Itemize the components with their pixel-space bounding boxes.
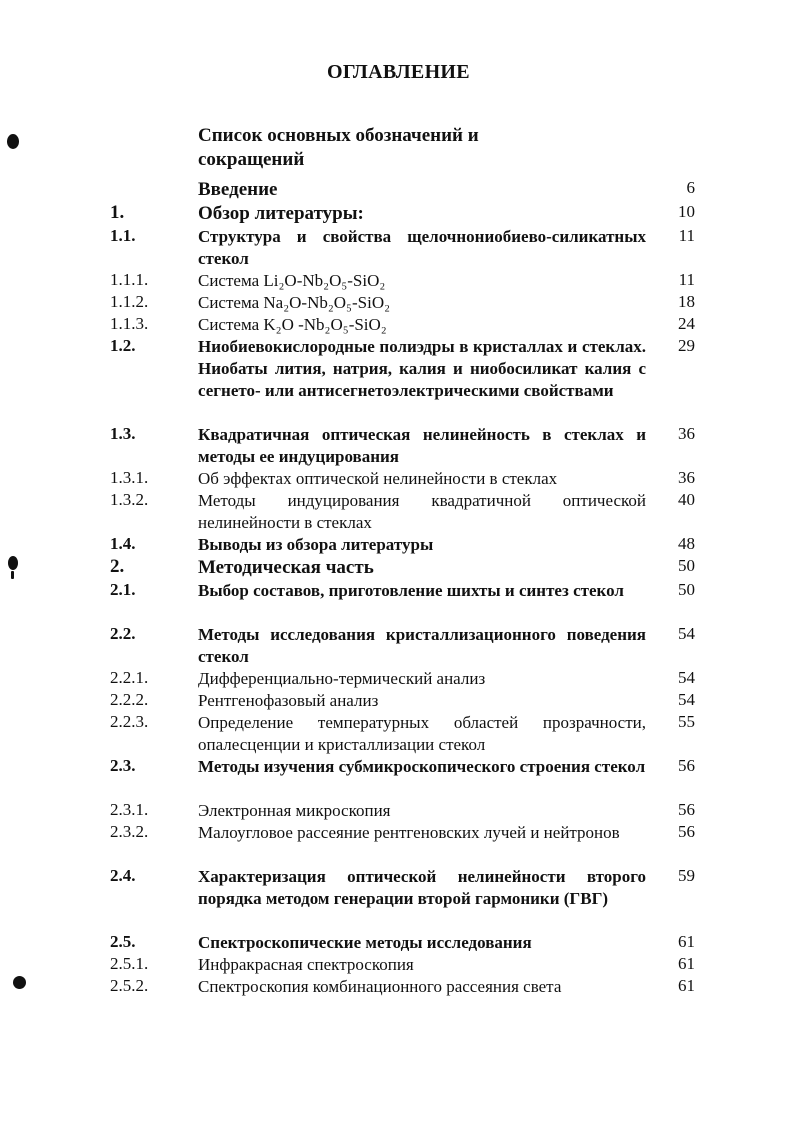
- toc-entry-number: 1.2.: [110, 336, 136, 355]
- toc-entry-page: 61: [678, 954, 695, 973]
- scan-blot: [7, 134, 19, 149]
- toc-entry-page: 55: [678, 712, 695, 731]
- toc-entry: [0, 866, 797, 932]
- toc-entry-number: 1.3.: [110, 424, 136, 443]
- toc-entry-page: 6: [686, 178, 695, 197]
- toc-entry: [0, 178, 797, 202]
- toc-entry-text: Список основных обозначений и сокращений: [198, 125, 479, 170]
- toc-entry-number: 2.2.1.: [110, 668, 149, 687]
- toc-entry: [0, 534, 797, 556]
- scan-blot: [11, 571, 14, 579]
- toc-entry-number: 1.1.1.: [110, 270, 149, 289]
- toc-entry: [0, 202, 797, 226]
- toc-entry: [0, 580, 797, 624]
- toc-entry-page: 56: [678, 756, 695, 775]
- toc-entry-page: 56: [678, 822, 695, 841]
- toc-entry-number: 2.2.3.: [110, 712, 149, 731]
- toc-entry-number: 2.4.: [110, 866, 136, 885]
- toc-entry-page: 61: [678, 932, 695, 951]
- toc-entry-page: 48: [678, 534, 695, 553]
- toc-entry-number: 1.3.1.: [110, 468, 149, 487]
- toc-entry-text: Методы изучения субмикроскопического строения стекол: [198, 757, 646, 776]
- toc-entry-page: 54: [678, 624, 695, 643]
- toc-entry-page: 11: [678, 270, 695, 289]
- toc-entry: [0, 668, 797, 690]
- toc-entry-text: Выбор составов, приготовление шихты и синтез стекол: [198, 581, 624, 600]
- toc-entry: [0, 800, 797, 822]
- toc-entry-text: Инфракрасная спектроскопия: [198, 955, 414, 974]
- toc-entry: [0, 124, 797, 178]
- toc-entry-text: Об эффектах оптической нелинейности в стеклах: [198, 469, 558, 488]
- toc-entry-page: 18: [678, 292, 695, 311]
- toc-entry-page: 29: [678, 336, 695, 355]
- toc-entry-text: Рентгенофазовый анализ: [198, 691, 379, 710]
- toc-entry-text: Система K₂O -Nb₂O₅-SiO₂: [198, 315, 387, 334]
- toc-entry: [0, 756, 797, 800]
- toc-entry-text: Методы исследования кристаллизационного поведения стекол: [198, 625, 646, 666]
- toc-entry: [0, 270, 797, 292]
- toc-entry-page: 24: [678, 314, 695, 333]
- toc-entry: [0, 468, 797, 490]
- toc-entry-text: Методическая часть: [198, 557, 374, 578]
- toc-entry-number: 2.3.1.: [110, 800, 149, 819]
- toc-entry: [0, 490, 797, 534]
- toc-entry: [0, 556, 797, 580]
- toc-entry: [0, 976, 797, 998]
- toc-entry-text: Система Li₂O-Nb₂O₅-SiO₂: [198, 271, 386, 290]
- toc-entry-text: Выводы из обзора литературы: [198, 535, 434, 554]
- toc-entry-number: 1.3.2.: [110, 490, 149, 509]
- toc-entry: [0, 424, 797, 468]
- toc-entry-text: Малоугловое рассеяние рентгеновских лучей и нейтронов: [198, 823, 620, 842]
- scan-blot: [13, 976, 26, 989]
- toc-entry-text: Структура и свойства щелочнониобиево-силикатных стекол: [198, 227, 646, 268]
- toc-entry-text: Характеризация оптической нелинейности второго порядка методом генерации второй гармоники (ГВГ): [198, 867, 646, 908]
- scan-blot: [8, 556, 18, 570]
- toc-entry-number: 1.1.2.: [110, 292, 149, 311]
- toc-entry-number: 2.: [110, 556, 125, 577]
- toc-entry-text: Методы индуцирования квадратичной оптической нелинейности в стеклах: [198, 491, 646, 532]
- toc-entry-page: 11: [678, 226, 695, 245]
- toc-entry-number: 1.: [110, 202, 125, 223]
- toc-entry-text: Введение: [198, 179, 278, 200]
- toc-entry: [0, 314, 797, 336]
- toc-entry-number: 2.2.: [110, 624, 136, 643]
- toc-entry-page: 50: [678, 580, 695, 599]
- toc-entry-page: 54: [678, 690, 695, 709]
- table-of-contents: [0, 124, 797, 998]
- toc-entry-number: 2.5.1.: [110, 954, 149, 973]
- toc-entry: [0, 292, 797, 314]
- toc-entry-text: Дифференциально-термический анализ: [198, 669, 486, 688]
- toc-entry-text: Система Na₂O-Nb₂O₅-SiO₂: [198, 293, 391, 312]
- toc-entry-number: 2.5.: [110, 932, 136, 951]
- toc-entry-text: Электронная микроскопия: [198, 801, 391, 820]
- toc-entry-text: Определение температурных областей прозрачности, опалесценции и кристаллизации стекол: [198, 713, 646, 754]
- toc-entry: [0, 822, 797, 866]
- toc-entry-number: 2.5.2.: [110, 976, 149, 995]
- toc-entry-page: 61: [678, 976, 695, 995]
- toc-entry: [0, 712, 797, 756]
- toc-entry-page: 40: [678, 490, 695, 509]
- toc-entry: [0, 954, 797, 976]
- toc-entry-page: 10: [678, 202, 695, 221]
- toc-entry-page: 54: [678, 668, 695, 687]
- toc-entry-text: Квадратичная оптическая нелинейность в стеклах и методы ее индуцирования: [198, 425, 646, 466]
- toc-entry-text: Спектроскопия комбинационного рассеяния света: [198, 977, 562, 996]
- toc-entry: [0, 336, 797, 424]
- toc-entry: [0, 624, 797, 668]
- toc-entry-number: 2.2.2.: [110, 690, 149, 709]
- toc-entry-number: 1.1.3.: [110, 314, 149, 333]
- toc-entry-page: 36: [678, 424, 695, 443]
- toc-entry-text: Спектроскопические методы исследования: [198, 933, 532, 952]
- toc-entry-number: 2.1.: [110, 580, 136, 599]
- toc-entry-page: 50: [678, 556, 695, 575]
- toc-entry: [0, 690, 797, 712]
- toc-entry: [0, 226, 797, 270]
- toc-entry-number: 1.1.: [110, 226, 136, 245]
- toc-entry-number: 1.4.: [110, 534, 136, 553]
- toc-entry-number: 2.3.: [110, 756, 136, 775]
- toc-entry-page: 56: [678, 800, 695, 819]
- toc-entry-text: Обзор литературы:: [198, 203, 364, 224]
- toc-entry-number: 2.3.2.: [110, 822, 149, 841]
- toc-entry-page: 36: [678, 468, 695, 487]
- page-title: ОГЛАВЛЕНИЕ: [327, 61, 470, 83]
- toc-entry-text: Ниобиевокислородные полиэдры в кристаллах и стеклах. Ниобаты лития, натрия, калия и ниобосиликат калия с сегнето- или антисегнетоэлектрическими свойствами: [198, 337, 646, 400]
- toc-entry: [0, 932, 797, 954]
- toc-entry-page: 59: [678, 866, 695, 885]
